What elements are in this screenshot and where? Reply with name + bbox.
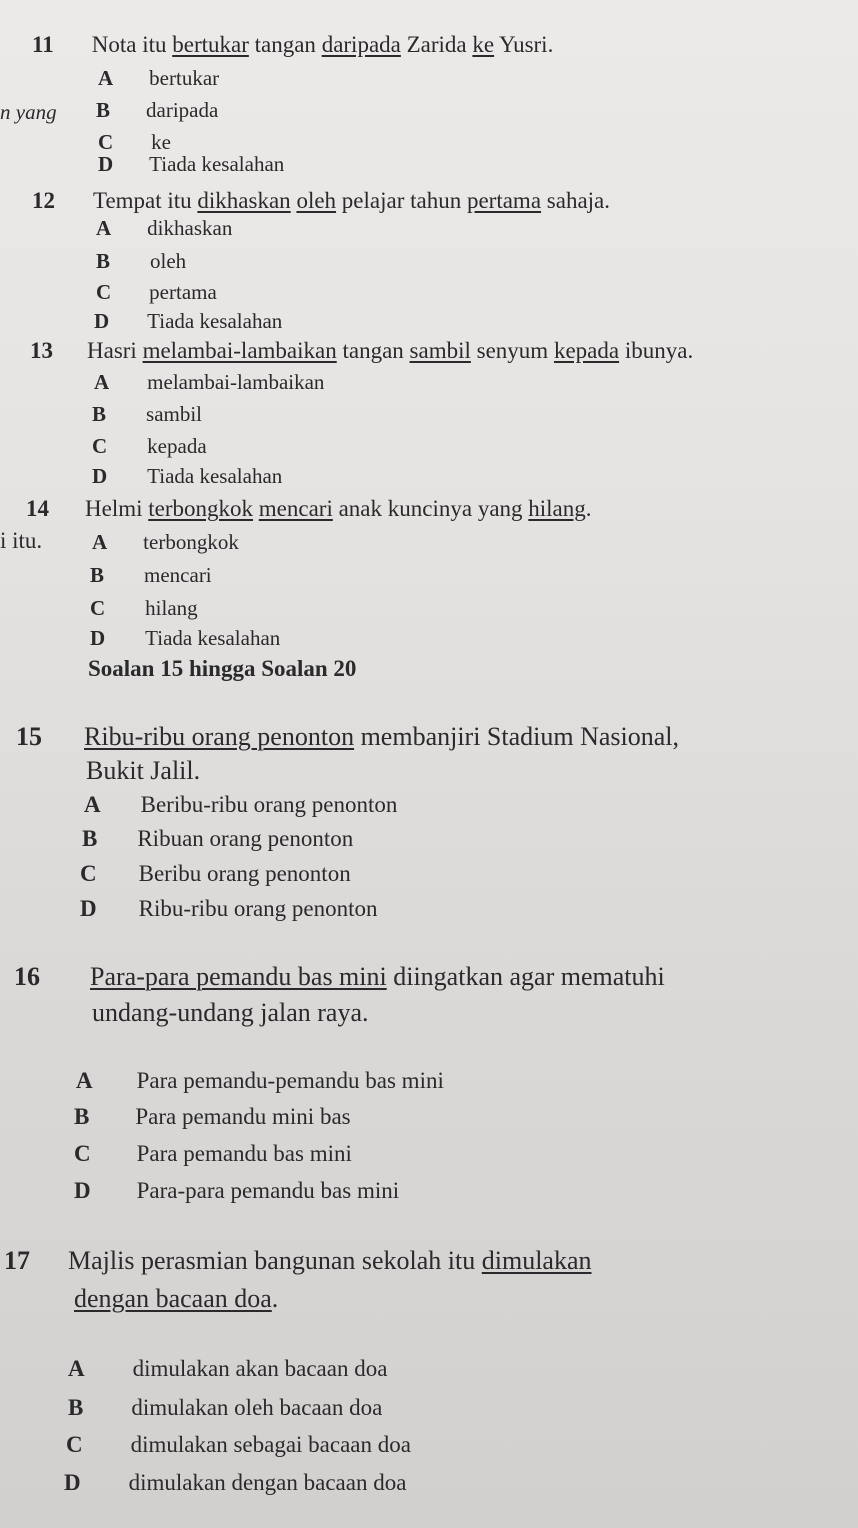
option-d[interactable]: D dimulakan dengan bacaan doa — [64, 1470, 407, 1495]
question-11: 11 Nota itu bertukar tangan daripada Zarida ke Yusri. — [32, 32, 554, 57]
question-number: 17 — [4, 1246, 30, 1275]
option-a[interactable]: A Para pemandu-pemandu bas mini — [76, 1068, 444, 1093]
question-number: 12 — [32, 188, 55, 213]
underlined-phrase: dimulakan — [481, 1246, 592, 1275]
option-c[interactable]: C dimulakan sebagai bacaan doa — [66, 1432, 411, 1457]
underlined-phrase: Para-para pemandu bas mini — [90, 962, 387, 991]
option-a[interactable]: A dikhaskan — [96, 216, 233, 240]
question-17: 17 Majlis perasmian bangunan sekolah itu dimulakan — [4, 1246, 592, 1275]
question-15: 15 Ribu-ribu orang penonton membanjiri Stadium Nasional, — [16, 722, 680, 751]
option-c[interactable]: C ke — [98, 130, 171, 154]
underlined-word: daripada — [321, 32, 401, 57]
section-heading: Soalan 15 hingga Soalan 20 — [88, 656, 357, 681]
option-d[interactable]: D Ribu-ribu orang penonton — [80, 896, 378, 921]
question-14: 14 Helmi terbongkok mencari anak kuncinya yang hilang. — [26, 496, 592, 521]
option-c[interactable]: C pertama — [96, 280, 217, 304]
question-16: 16 Para-para pemandu bas mini diingatkan agar mematuhi — [14, 962, 665, 991]
margin-fragment-b: i itu. — [0, 528, 43, 553]
option-b[interactable]: B Para pemandu mini bas — [74, 1104, 351, 1129]
question-17-line2: dengan bacaan doa. — [74, 1284, 279, 1313]
option-a[interactable]: A bertukar — [98, 66, 220, 90]
underlined-word: bertukar — [172, 32, 249, 57]
underlined-phrase: Ribu-ribu orang penonton — [84, 722, 355, 751]
option-b[interactable]: B daripada — [96, 98, 219, 122]
option-b[interactable]: B dimulakan oleh bacaan doa — [68, 1395, 383, 1420]
question-number: 13 — [30, 338, 53, 363]
underlined-phrase: dengan bacaan doa — [74, 1284, 272, 1313]
option-d[interactable]: D Tiada kesalahan — [94, 309, 283, 333]
question-16-line2: undang-undang jalan raya. — [92, 998, 369, 1027]
question-number: 16 — [14, 962, 40, 991]
underlined-word: hilang — [528, 496, 586, 521]
underlined-word: ke — [472, 32, 495, 57]
option-b[interactable]: B oleh — [96, 249, 187, 273]
underlined-word: dikhaskan — [197, 188, 291, 213]
option-a[interactable]: A terbongkok — [92, 530, 239, 554]
margin-fragment-a: n yang — [0, 100, 57, 124]
option-a[interactable]: A Beribu-ribu orang penonton — [84, 792, 398, 817]
option-a[interactable]: A melambai-lambaikan — [94, 370, 325, 394]
question-12: 12 Tempat itu dikhaskan oleh pelajar tahun pertama sahaja. — [32, 188, 611, 213]
option-b[interactable]: B sambil — [92, 402, 203, 426]
option-d[interactable]: D Para-para pemandu bas mini — [74, 1178, 400, 1203]
question-13: 13 Hasri melambai-lambaikan tangan sambil senyum kepada ibunya. — [30, 338, 694, 363]
option-c[interactable]: C Para pemandu bas mini — [74, 1141, 352, 1166]
question-number: 11 — [32, 32, 54, 57]
option-b[interactable]: B mencari — [90, 563, 212, 587]
underlined-word: pertama — [466, 188, 542, 213]
underlined-word: mencari — [258, 496, 333, 521]
option-d[interactable]: D Tiada kesalahan — [92, 464, 283, 488]
option-d[interactable]: D Tiada kesalahan — [90, 626, 281, 650]
option-c[interactable]: C kepada — [92, 434, 207, 458]
question-number: 14 — [26, 496, 49, 521]
underlined-word: terbongkok — [148, 496, 254, 521]
option-b[interactable]: B Ribuan orang penonton — [82, 826, 354, 851]
option-d[interactable]: D Tiada kesalahan — [98, 152, 285, 176]
underlined-word: kepada — [553, 338, 620, 363]
option-c[interactable]: C Beribu orang penonton — [80, 861, 351, 886]
question-15-line2: Bukit Jalil. — [86, 756, 201, 785]
option-a[interactable]: A dimulakan akan bacaan doa — [68, 1356, 388, 1381]
question-number: 15 — [16, 722, 42, 751]
underlined-word: melambai-lambaikan — [142, 338, 337, 363]
option-c[interactable]: C hilang — [90, 596, 198, 620]
underlined-word: sambil — [409, 338, 471, 363]
underlined-word: oleh — [296, 188, 337, 213]
